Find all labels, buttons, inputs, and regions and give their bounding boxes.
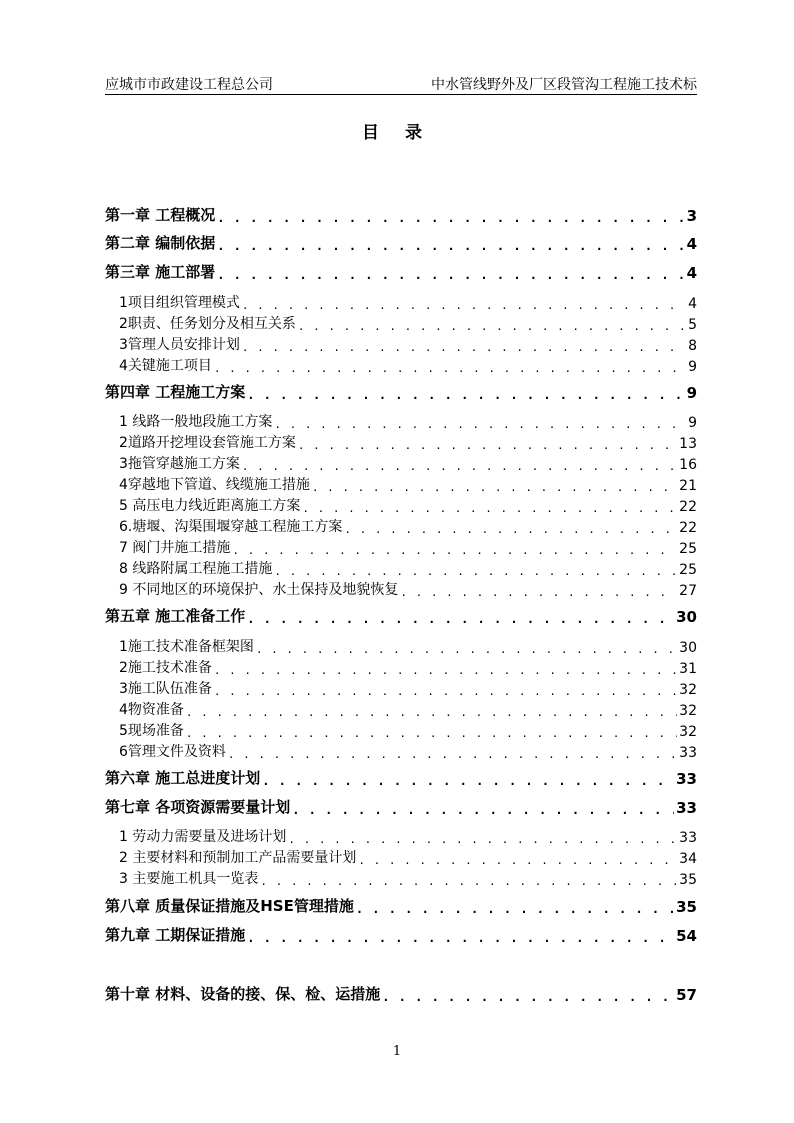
toc-entry[interactable]: 第二章 编制依据 . . . 4 [105, 233, 697, 253]
toc-entry[interactable]: 第三章 施工部署 . . . 4 [105, 262, 697, 282]
toc-entry[interactable]: 2职责、任务划分及相互关系 . . . 5 [105, 313, 697, 333]
toc-entry[interactable]: 第十章 材料、设备的接、保、检、运措施 . . . 57 [105, 984, 697, 1004]
toc-entry[interactable]: 1项目组织管理模式 . . . 4 [105, 292, 697, 312]
toc-entry[interactable]: 2道路开挖埋设套管施工方案 . . . 13 [105, 432, 697, 452]
toc-entry[interactable]: 4关键施工项目 . . . 9 [105, 355, 697, 375]
toc-entry[interactable]: 7 阀门井施工措施 . . . 25 [105, 537, 697, 557]
toc-entry[interactable]: 1 线路一般地段施工方案 . . . 9 [105, 411, 697, 431]
toc-entry[interactable]: 3施工队伍准备 . . . 32 [105, 678, 697, 698]
toc-entry[interactable]: 第五章 施工准备工作 . . . 30 [105, 606, 697, 626]
page-number: 1 [392, 1044, 402, 1059]
toc-entry[interactable]: 4穿越地下管道、线缆施工措施 . . . 21 [105, 474, 697, 494]
toc-entry[interactable]: 第八章 质量保证措施及HSE管理措施 . . . 35 [105, 896, 697, 916]
toc-entry[interactable]: 8 线路附属工程施工措施 . . . 25 [105, 558, 697, 578]
toc-entry[interactable]: 6.塘堰、沟渠围堰穿越工程施工方案 . . . 22 [105, 516, 697, 536]
page-header [105, 72, 697, 95]
toc-entry[interactable]: 6管理文件及资料 . . . 33 [105, 741, 697, 761]
toc-entry[interactable]: 9 不同地区的环境保护、水土保持及地貌恢复 . . . 27 [105, 579, 697, 599]
toc-entry[interactable]: 3 主要施工机具一览表 . . . 35 [105, 868, 697, 888]
header-company: 应城市市政建设工程总公司 [105, 77, 273, 93]
toc-entry[interactable]: 第六章 施工总进度计划 . . . 33 [105, 768, 697, 788]
toc-entry[interactable]: 1 劳动力需要量及进场计划 . . . 33 [105, 826, 697, 846]
header-project: 中水管线野外及厂区段管沟工程施工技术标 [431, 77, 697, 93]
toc-entry[interactable]: 第四章 工程施工方案 . . . 9 [105, 382, 697, 402]
toc-entry[interactable]: 3管理人员安排计划 . . . 8 [105, 334, 697, 354]
toc-title: 目 录 [362, 123, 432, 143]
toc-entry[interactable]: 第七章 各项资源需要量计划 . . . 33 [105, 797, 697, 817]
toc-entry[interactable]: 5 高压电力线近距离施工方案 . . . 22 [105, 495, 697, 515]
toc-entry[interactable]: 1施工技术准备框架图 . . . 30 [105, 636, 697, 656]
toc-entry[interactable]: 3拖管穿越施工方案 . . . 16 [105, 453, 697, 473]
toc-entry[interactable]: 5现场准备 . . . 32 [105, 720, 697, 740]
toc-entry[interactable]: 4物资准备 . . . 32 [105, 699, 697, 719]
toc-entry[interactable]: 第九章 工期保证措施 . . . 54 [105, 925, 697, 945]
toc-entry[interactable]: 2施工技术准备 . . . 31 [105, 657, 697, 677]
toc-entry[interactable]: 2 主要材料和预制加工产品需要量计划 . . . 34 [105, 847, 697, 867]
toc-entry[interactable]: 第一章 工程概况 . . . 3 [105, 205, 697, 225]
